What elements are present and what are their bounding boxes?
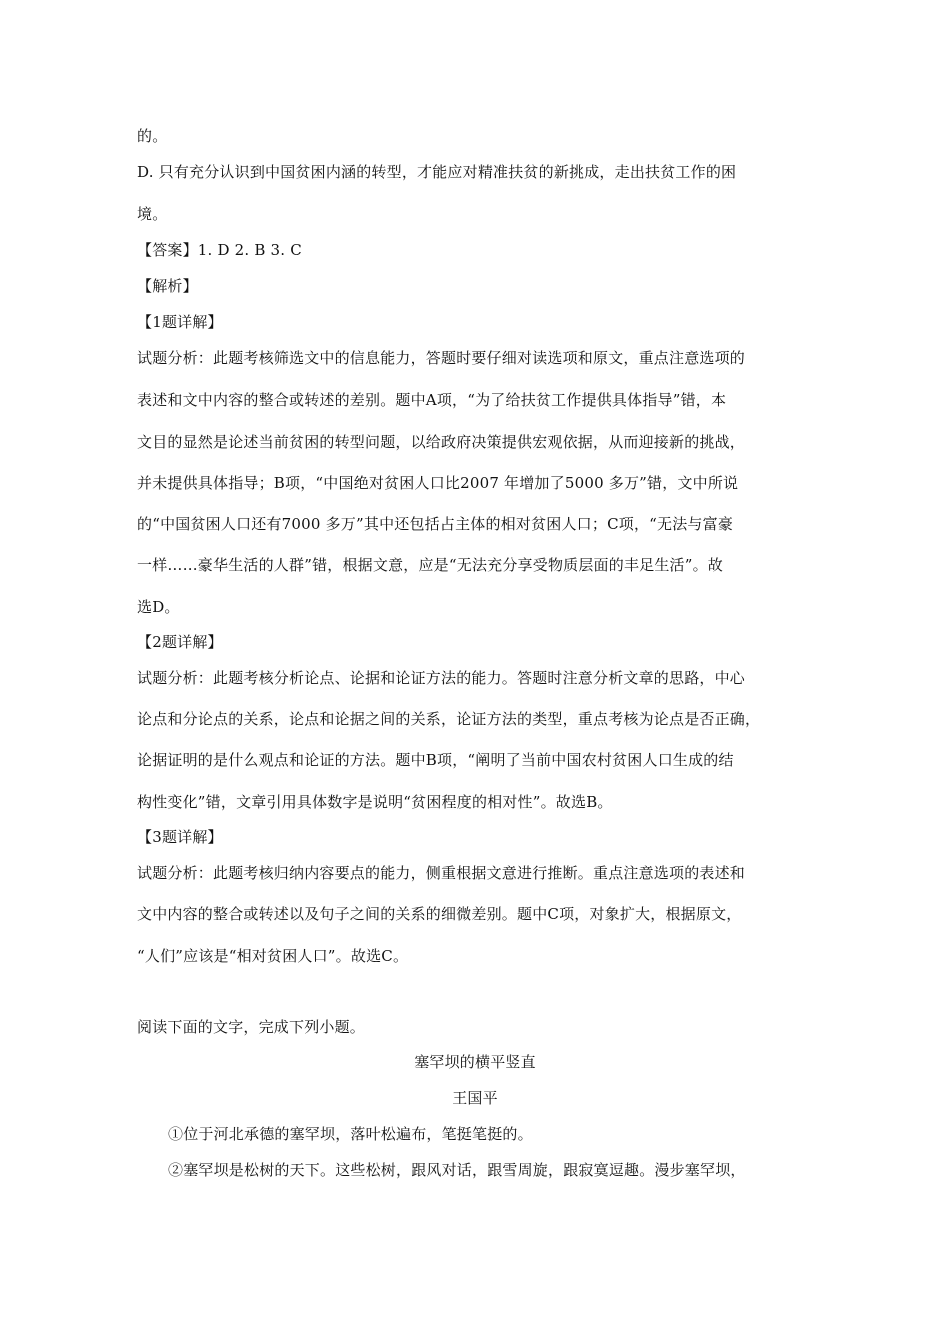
- section-heading: 【3题详解】: [137, 828, 223, 846]
- text-line: 境。: [137, 205, 168, 223]
- instruction-line: 阅读下面的文字，完成下列小题。: [137, 1018, 366, 1036]
- text-line: 构性变化”错，文章引用具体数字是说明“贫困程度的相对性”。故选B。: [137, 793, 613, 811]
- article-author: 王国平: [452, 1089, 498, 1107]
- text-line: 文目的显然是论述当前贫困的转型问题，以给政府决策提供宏观依据，从而迎接新的挑战，: [137, 433, 746, 451]
- article-title: 塞罕坝的横平竖直: [414, 1053, 536, 1071]
- text-line: 的。: [137, 127, 168, 145]
- section-heading: 【解析】: [137, 277, 198, 295]
- text-line: 论据证明的是什么观点和论证的方法。题中B项，“阐明了当前中国农村贫困人口生成的结: [137, 751, 734, 769]
- text-line: 试题分析：此题考核归纳内容要点的能力，侧重根据文意进行推断。重点注意选项的表述和: [137, 864, 746, 882]
- text-line: 表述和文中内容的整合或转述的差别。题中A项，“为了给扶贫工作提供具体指导”错，本: [137, 391, 727, 409]
- text-line: 试题分析：此题考核筛选文中的信息能力，答题时要仔细对读选项和原文，重点注意选项的: [137, 349, 746, 367]
- text-line: 并未提供具体指导；B项，“中国绝对贫困人口比2007 年增加了5000 多万”错，文中所说: [137, 474, 739, 492]
- text-line: D. 只有充分认识到中国贫困内涵的转型，才能应对精准扶贫的新挑成，走出扶贫工作的困: [137, 163, 737, 181]
- paragraph-line: ①位于河北承德的塞罕坝，落叶松遍布，笔挺笔挺的。: [168, 1125, 533, 1143]
- paragraph-line: ②塞罕坝是松树的天下。这些松树，跟风对话，跟雪周旋，跟寂寞逗趣。漫步塞罕坝，: [168, 1161, 746, 1179]
- text-line: “人们”应该是“相对贫困人口”。故选C。: [137, 947, 409, 965]
- text-line: 试题分析：此题考核分析论点、论据和论证方法的能力。答题时注意分析文章的思路，中心: [137, 669, 746, 687]
- text-line: 论点和分论点的关系，论点和论据之间的关系，论证方法的类型，重点考核为论点是否正确，: [137, 710, 761, 728]
- answer-line: 【答案】1. D 2. B 3. C: [137, 241, 302, 259]
- text-line: 文中内容的整合或转述以及句子之间的关系的细微差别。题中C项，对象扩大，根据原文，: [137, 905, 742, 923]
- text-line: 的“中国贫困人口还有7000 多万”其中还包括占主体的相对贫困人口；C项，“无法与富豪: [137, 515, 734, 533]
- section-heading: 【2题详解】: [137, 633, 223, 651]
- text-line: 一样……豪华生活的人群”错，根据文意，应是“无法充分享受物质层面的丰足生活”。故: [137, 556, 724, 574]
- section-heading: 【1题详解】: [137, 313, 223, 331]
- text-line: 选D。: [137, 598, 180, 616]
